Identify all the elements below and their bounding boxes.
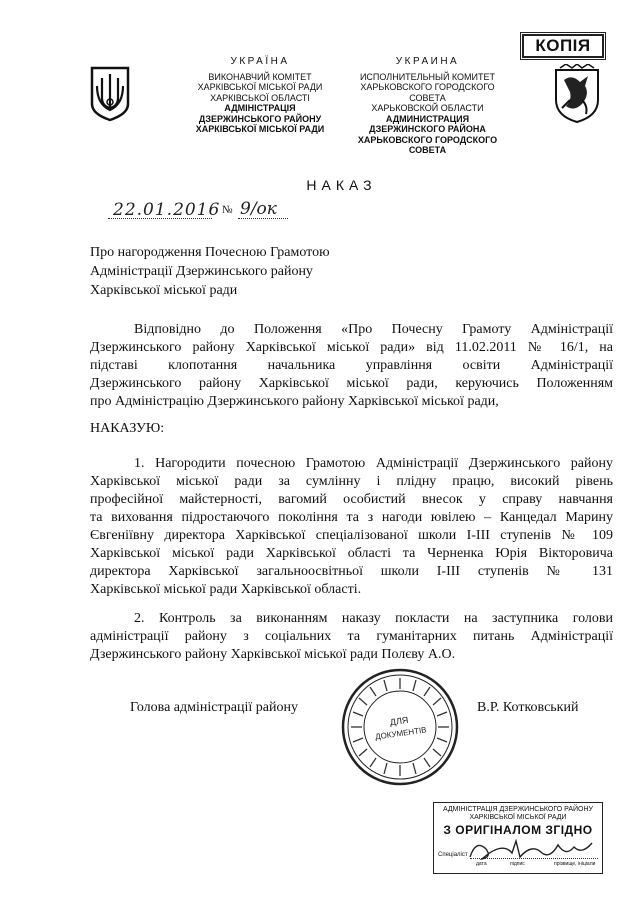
kharkiv-coat-of-arms-icon <box>552 64 602 124</box>
preamble-line: підставі клопотання начальника управління освіти Адміністрації <box>90 358 613 373</box>
preamble-line: Дзержинського району Харківської міської ради» від 11.02.2011 № 16/1, на <box>90 340 613 355</box>
item1-line: Харківської міської ради за сумлінну і плідну працю, високий рівень <box>90 474 613 489</box>
item1-line: Євгеніївну директора Харківської спеціалізованої школи І-ІІІ ступенів № 109 <box>90 528 613 543</box>
cert-org-line: ХАРКІВСЬКОЇ МІСЬКОЇ РАДИ <box>469 814 567 821</box>
cert-caption: прізвище, ініціали <box>554 861 596 867</box>
cert-org <box>434 806 602 822</box>
trident-emblem-icon <box>88 64 132 122</box>
subject-line: Харківської міської ради <box>90 283 238 298</box>
subject-line: Адміністрації Дзержинського району <box>90 264 313 279</box>
header-ru-line: ИСПОЛНИТЕЛЬНЫЙ КОМИТЕТ <box>359 71 496 82</box>
order-subject <box>90 243 390 300</box>
header-ru-country: УКРАИНА <box>395 56 460 67</box>
item1-line: 1. Нагородити почесною Грамотою Адміністрації Дзержинського району <box>134 456 613 471</box>
cert-caption: дата <box>476 861 487 867</box>
round-seal-icon <box>340 667 460 787</box>
header-ua-line: ХАРКІВСЬКОЇ ОБЛАСТІ <box>210 92 310 103</box>
header-russian <box>345 57 510 156</box>
cert-left-label: Спеціаліст <box>438 852 468 858</box>
header-ru-line: ХАРЬКОВСКОГО ГОРОДСКОГО СОВЕТА <box>360 82 495 103</box>
cert-handwritten-signature-icon <box>442 835 602 863</box>
header-ua-line: ХАРКІВСЬКОЇ МІСЬКОЇ РАДИ <box>197 82 323 92</box>
cert-main-text: З ОРИГІНАЛОМ ЗГІДНО <box>443 823 593 837</box>
order-word: НАКАЗУЮ: <box>90 421 165 436</box>
cert-org-line: АДМІНІСТРАЦІЯ ДЗЕРЖИНСЬКОГО РАЙОНУ <box>442 806 593 813</box>
subject-line: Про нагородження Почесною Грамотою <box>90 245 330 260</box>
header-ua-line: ВИКОНАВЧИЙ КОМІТЕТ <box>208 71 312 82</box>
item1-line: Харківської міської ради Харківської області. <box>90 582 362 597</box>
document-date: 22.01.2016 <box>113 200 221 220</box>
item2-line: 2. Контроль за виконанням наказу покласти на заступника голови <box>134 611 613 626</box>
preamble-line: Дзержинського району Харківської міської ради, керуючись Положенням <box>90 376 613 391</box>
header-ua-bold-line: ХАРКІВСЬКОЇ МІСЬКОЇ РАДИ <box>195 124 325 134</box>
header-ua-bold-line: АДМІНІСТРАЦІЯ <box>224 103 296 113</box>
preamble-line: про Адміністрацію Дзержинського району Харківської міської ради, <box>90 394 499 409</box>
document-number: 9/ок <box>240 199 277 219</box>
header-ua-bold-line: ДЗЕРЖИНСЬКОГО РАЙОНУ <box>198 113 322 124</box>
item2-line: адміністрації району з соціальних та гуманітарних питань Адміністрації <box>90 629 613 644</box>
header-ru-bold-line: ДЗЕРЖИНСКОГО РАЙОНА <box>369 124 486 134</box>
item1-line: директора Харківської загальноосвітньої школи І-ІІІ ступенів № 131 <box>90 564 613 579</box>
item2-line: Дзержинського району Харківської міської ради Полєву А.О. <box>90 647 456 662</box>
seal-center-line: ДОКУМЕНТІВ <box>374 725 428 742</box>
header-ukrainian <box>180 57 340 135</box>
item1-line: професійної майстерності, вагомий особистий внесок у справу навчання <box>90 492 613 507</box>
cert-caption: підпис <box>510 861 525 867</box>
preamble-line: Відповідно до Положення «Про Почесну Грамоту Адміністрації <box>134 322 613 337</box>
number-label: № <box>222 204 233 216</box>
item1-line: та виховання підростаючого покоління та з нагоди ювілею – Канцедал Марину <box>90 510 613 525</box>
signature-title: Голова адміністрації району <box>130 700 298 715</box>
header-ru-bold-line: АДМИНИСТРАЦИЯ <box>385 113 470 124</box>
copy-stamp: КОПІЯ <box>522 34 604 58</box>
signature-name: В.Р. Котковський <box>477 700 579 715</box>
item1-line: Харківської міської ради Харківської області та Черненка Юрія Вікторовича <box>90 546 613 561</box>
header-ru-line: ХАРЬКОВСКОЙ ОБЛАСТИ <box>371 103 484 113</box>
header-ru-bold-line: ХАРЬКОВСКОГО ГОРОДСКОГО СОВЕТА <box>357 134 498 155</box>
document-title: НАКАЗ <box>306 177 377 193</box>
copy-certification-stamp <box>433 802 603 874</box>
seal-center-line: ДЛЯ <box>389 714 410 728</box>
header-ua-country: УКРАЇНА <box>230 56 290 67</box>
